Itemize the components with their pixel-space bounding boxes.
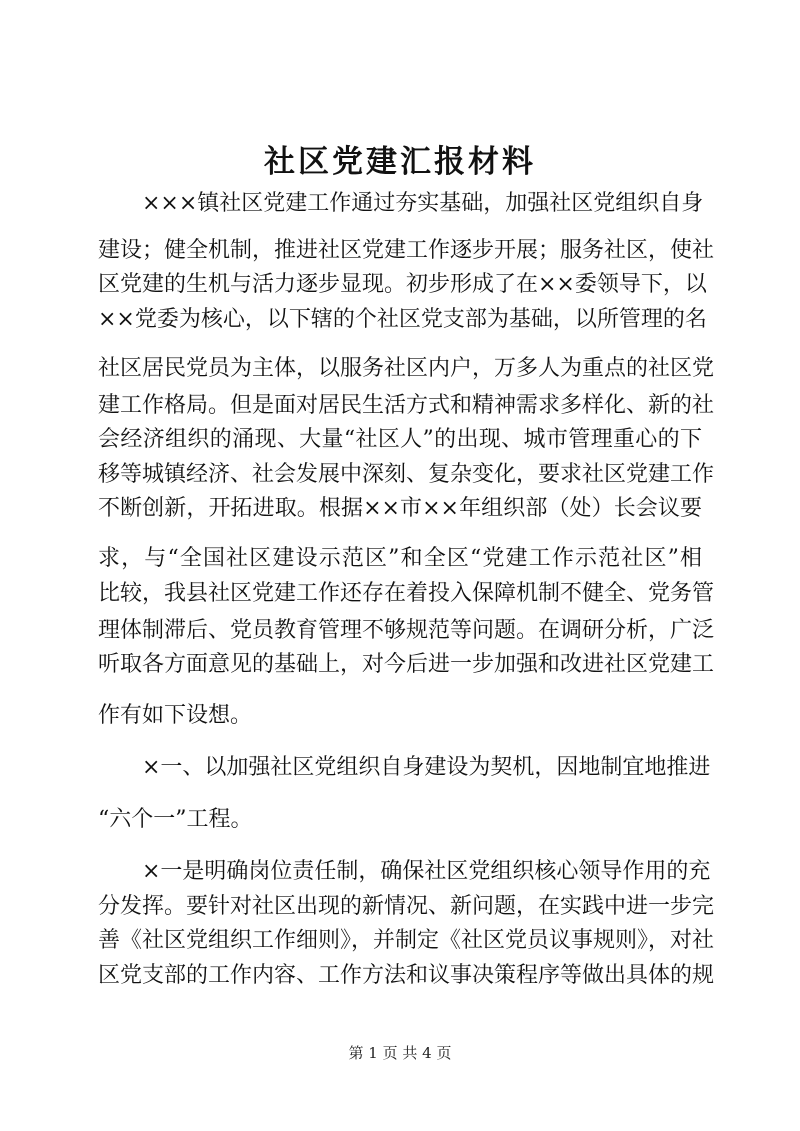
text-line: 不断创新，开拓进取。根据××市××年组织部（处）长会议要: [98, 496, 702, 521]
text-line: 求，与“全国社区建设示范区”和全区“党建工作示范社区”相: [98, 546, 702, 571]
text-line: ×××镇社区党建工作通过夯实基础，加强社区党组织自身: [142, 191, 704, 216]
text-line: 听取各方面意见的基础上，对今后进一步加强和改进社区党建工: [98, 652, 715, 677]
text-line: ×一是明确岗位责任制，确保社区党组织核心领导作用的充: [142, 859, 711, 884]
text-line: ××党委为核心，以下辖的个社区党支部为基础，以所管理的名: [98, 307, 707, 332]
text-line: 社区居民党员为主体，以服务社区内户，万多人为重点的社区党: [98, 356, 715, 381]
text-line: 会经济组织的涌现、大量“社区人”的出现、城市管理重心的下: [98, 427, 702, 452]
text-line: 移等城镇经济、社会发展中深刻、复杂变化，要求社区党建工作: [98, 462, 715, 487]
text-line: 理体制滞后、党员教育管理不够规范等问题。在调研分析，广泛: [98, 618, 715, 643]
page-number: 第 1 页 共 4 页: [348, 1044, 452, 1062]
section-heading: ×一、以加强社区党组织自身建设为契机，因地制宜地推进: [142, 755, 711, 780]
page-title: 社区党建汇报材料: [264, 144, 536, 180]
text-line: 区党建的生机与活力逐步显现。初步形成了在××委领导下，以: [98, 272, 707, 297]
text-line: 建工作格局。但是面对居民生活方式和精神需求多样化、新的社: [98, 393, 715, 418]
text-line: 比较，我县社区党建工作还存在着投入保障机制不健全、党务管: [98, 581, 715, 606]
section-heading: “六个一”工程。: [98, 807, 253, 832]
text-line: 善《社区党组织工作细则》，并制定《社区党员议事规则》，对社: [98, 928, 715, 953]
text-line: 作有如下设想。: [98, 703, 253, 728]
text-line: 建设；健全机制，推进社区党建工作逐步开展；服务社区，使社: [98, 238, 715, 263]
text-line: 区党支部的工作内容、工作方法和议事决策程序等做出具体的规: [98, 963, 715, 988]
text-line: 分发挥。要针对社区出现的新情况、新问题，在实践中进一步完: [98, 894, 715, 919]
